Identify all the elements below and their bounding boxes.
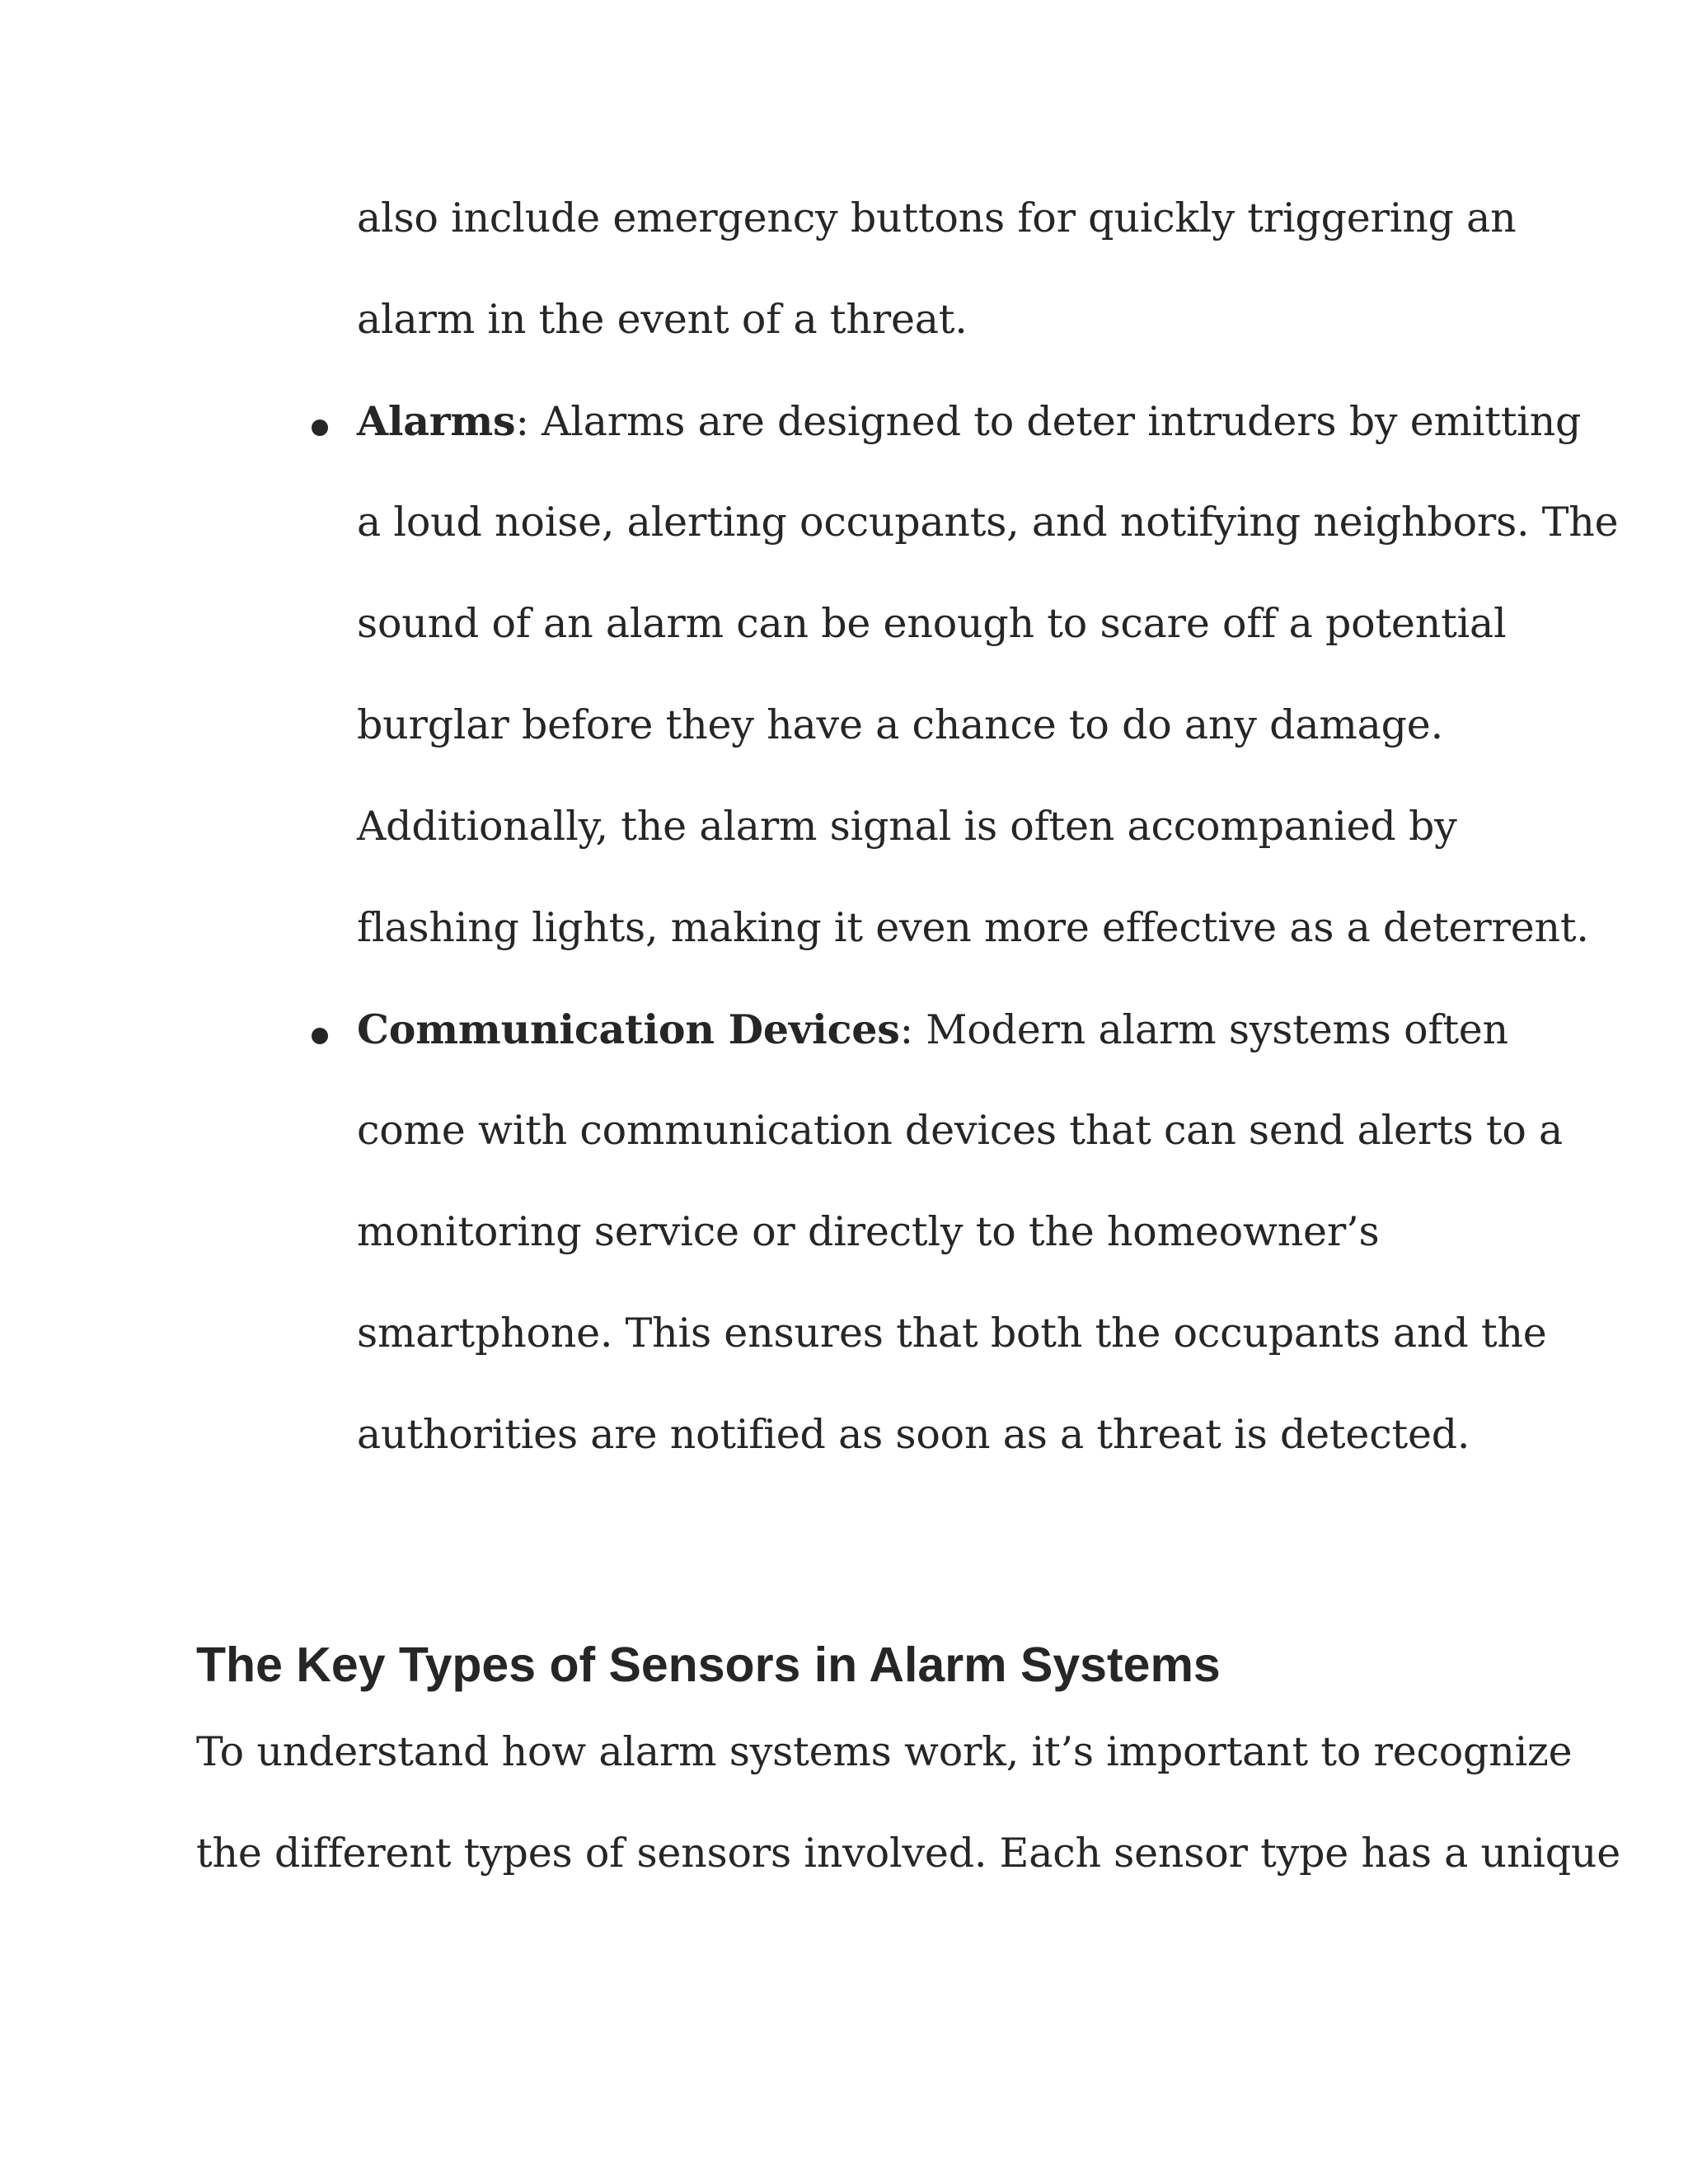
body-text-line: monitoring service or directly to the homeowner’s — [357, 1208, 1380, 1255]
section-heading: The Key Types of Sensors in Alarm Systems — [196, 1638, 1221, 1692]
body-text-line: sound of an alarm can be enough to scare off a potential — [357, 600, 1507, 647]
list-item-term: Alarms — [357, 397, 516, 445]
body-text-line: alarm in the event of a threat. — [357, 296, 968, 343]
body-text-line: burglar before they have a chance to do any damage. — [357, 701, 1443, 748]
body-text-line: also include emergency buttons for quickly triggering an — [357, 194, 1517, 241]
body-text-line: the different types of sensors involved. Each sensor type has a unique — [196, 1830, 1621, 1877]
bullet-icon — [312, 1028, 328, 1044]
body-text-line: smartphone. This ensures that both the occupants and the — [357, 1310, 1547, 1357]
list-item-alarms — [357, 396, 1581, 447]
bullet-icon — [312, 419, 328, 436]
body-text-line: authorities are notified as soon as a threat is detected. — [357, 1411, 1470, 1458]
body-text-line: flashing lights, making it even more effective as a deterrent. — [357, 904, 1589, 951]
list-item-communication-devices — [357, 1005, 1508, 1055]
body-text-line: Additionally, the alarm signal is often accompanied by — [357, 803, 1457, 850]
body-text-line: a loud noise, alerting occupants, and notifying neighbors. The — [357, 499, 1619, 546]
body-text-line: To understand how alarm systems work, it’s important to recognize — [196, 1728, 1573, 1775]
body-text-line: come with communication devices that can send alerts to a — [357, 1107, 1564, 1154]
list-item-term: Communication Devices — [357, 1005, 900, 1053]
list-item-text: : Modern alarm systems often — [899, 1006, 1508, 1053]
list-item-text: : Alarms are designed to deter intruders by emitting — [515, 398, 1582, 445]
